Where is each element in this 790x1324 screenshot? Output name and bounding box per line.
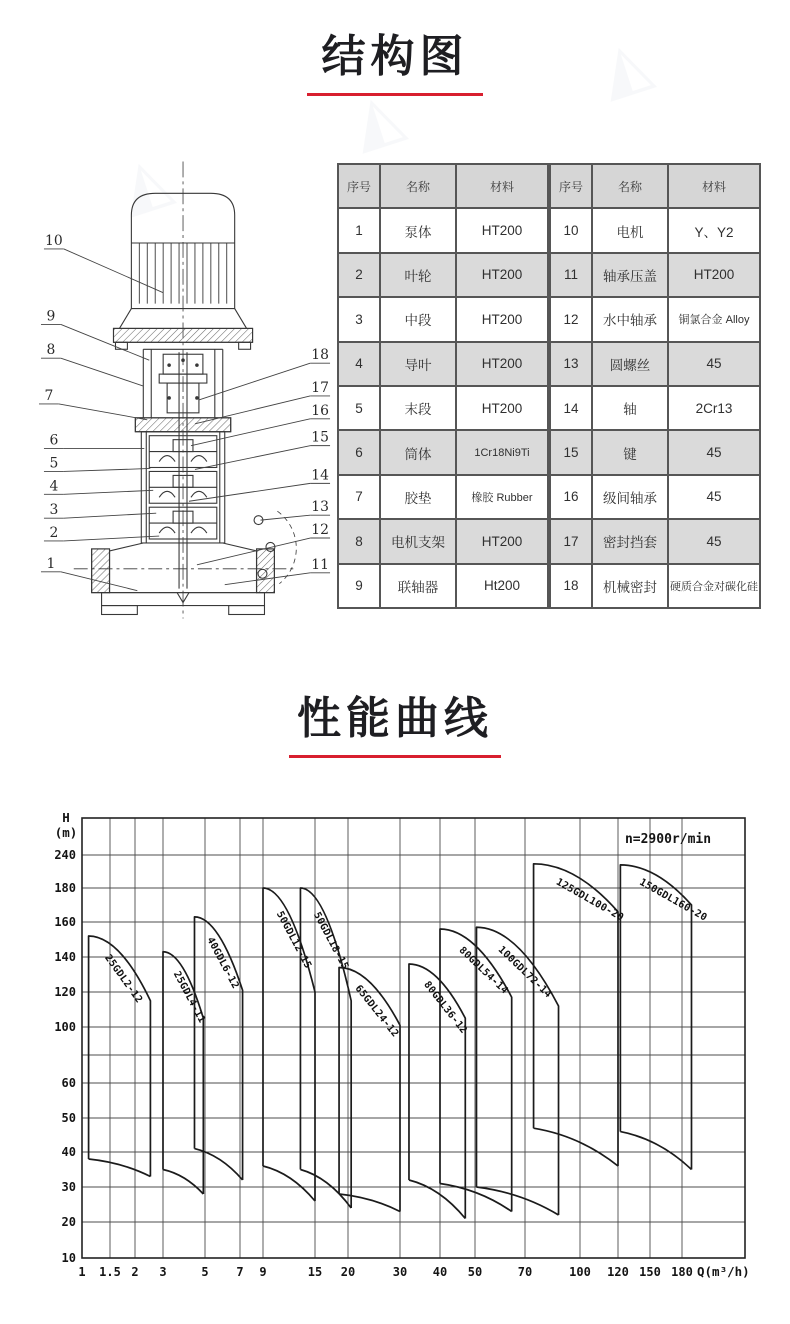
part-material: 铜氯合金 Alloy [668,297,760,341]
callout-number: 18 [311,347,329,364]
callout-number: 13 [311,499,329,516]
x-tick-label: 150 [639,1265,661,1279]
leader-line [197,538,310,565]
x-tick-label: 100 [569,1265,591,1279]
curve-model-label: 50GDL12-15 [273,909,314,971]
part-material: 45 [668,342,760,386]
x-tick-label: 2 [131,1265,139,1279]
y-tick-label: 100 [54,1020,76,1034]
callout-number: 5 [49,455,59,472]
callout-number: 9 [46,308,56,325]
y-axis-label: H [62,810,70,825]
part-number: 15 [550,430,592,474]
y-tick-label: 120 [54,985,76,999]
part-number: 12 [550,297,592,341]
x-tick-label: 9 [259,1265,267,1279]
curve-model-label: 50GDL18-15 [310,910,351,972]
callout-number: 17 [311,379,329,396]
parts-table-left [337,163,549,609]
leader-line [189,483,310,501]
part-name: 中段 [380,297,456,341]
part-row [338,564,548,608]
part-name: 胶垫 [380,475,456,519]
part-row [338,386,548,430]
part-row [550,564,760,608]
part-row [338,475,548,519]
part-number: 1 [338,208,380,252]
callout-number: 3 [49,502,59,519]
column-header: 序号 [338,164,380,208]
part-row [550,342,760,386]
curve-model-label: 40GDL6-12 [204,935,241,991]
y-tick-label: 180 [54,881,76,895]
y-tick-label: 140 [54,950,76,964]
part-material: 橡胶 Rubber [456,475,548,519]
part-name: 叶轮 [380,253,456,297]
curve-model-label: 80GDL36-12 [421,979,469,1037]
leader-line [61,358,143,386]
part-row [338,342,548,386]
part-row [550,208,760,252]
callout-number: 2 [49,525,59,542]
callout-number: 7 [44,387,54,404]
x-tick-label: 180 [671,1265,693,1279]
x-tick-label: 1.5 [99,1265,121,1279]
part-row [550,386,760,430]
callout-number: 11 [311,556,329,573]
part-name: 导叶 [380,342,456,386]
leader-line [199,363,310,400]
part-number: 17 [550,519,592,563]
leader-line [64,536,159,541]
part-row [338,208,548,252]
x-tick-label: 1 [78,1265,86,1279]
y-tick-label: 240 [54,848,76,862]
title-underline [289,755,501,758]
part-number: 14 [550,386,592,430]
table-header-row [550,164,760,208]
curve-model-label: 25GDL2-12 [102,952,145,1006]
curve-model-label: 100GDL72-14 [495,944,554,1001]
parts-table-right [549,163,761,609]
part-number: 5 [338,386,380,430]
part-material: HT200 [456,342,548,386]
part-row [338,430,548,474]
leader-line [195,396,310,424]
part-row [550,430,760,474]
part-name: 键 [592,430,668,474]
part-number: 8 [338,519,380,563]
column-header: 材料 [668,164,760,208]
part-row [338,297,548,341]
curve-model-label: 25GDL4-11 [170,969,208,1026]
part-material: 45 [668,519,760,563]
part-number: 11 [550,253,592,297]
part-name: 电机支架 [380,519,456,563]
part-material: Ht200 [456,564,548,608]
x-tick-label: 50 [467,1265,483,1279]
part-name: 级间轴承 [592,475,668,519]
watermark-logo: ◭ [342,76,412,160]
leader-line [261,515,311,520]
part-name: 电机 [592,208,668,252]
speed-annotation: n=2900r/min [624,832,712,847]
part-number: 10 [550,208,592,252]
part-row [550,475,760,519]
curve-model-label: 150GDL160-20 [637,876,709,924]
callout-number: 4 [49,478,59,495]
curve-model-label: 125GDL100-20 [554,876,626,924]
leader-line [64,513,156,518]
performance-title: 性能曲线 [297,694,493,743]
y-tick-label: 40 [61,1145,76,1159]
part-material: HT200 [456,208,548,252]
part-row [550,297,760,341]
curve-model-label: 65GDL24-12 [352,983,401,1040]
x-tick-label: 20 [340,1265,356,1279]
leader-line [59,404,147,420]
leader-line [64,468,150,471]
part-number: 16 [550,475,592,519]
part-number: 2 [338,253,380,297]
section-structure [0,20,790,96]
part-name: 机械密封 [592,564,668,608]
part-name: 轴 [592,386,668,430]
part-material: 45 [668,430,760,474]
callout-number: 12 [311,522,329,539]
callout-number: 14 [311,467,329,484]
x-tick-label: 120 [607,1265,629,1279]
part-material: 45 [668,475,760,519]
part-number: 6 [338,430,380,474]
column-header: 序号 [550,164,592,208]
column-header: 名称 [592,164,668,208]
y-axis-label: (m) [54,825,78,840]
x-tick-label: 7 [236,1265,244,1279]
part-number: 9 [338,564,380,608]
y-tick-label: 20 [61,1215,76,1229]
x-tick-label: 3 [159,1265,167,1279]
pump-drawing [74,162,297,619]
pump-stages [149,436,217,539]
part-material: 硬质合金对碳化硅 [668,564,760,608]
y-tick-label: 60 [61,1076,76,1090]
part-row [338,253,548,297]
x-axis-label: Q(m³/h) [697,1264,750,1279]
part-number: 13 [550,342,592,386]
part-number: 4 [338,342,380,386]
x-tick-label: 5 [201,1265,209,1279]
part-number: 18 [550,564,592,608]
part-material: HT200 [456,297,548,341]
y-tick-label: 160 [54,915,76,929]
y-tick-label: 50 [61,1111,76,1125]
part-row [550,253,760,297]
curve-model-label: 80GDL54-14 [456,945,510,997]
leader-line [64,249,163,293]
part-material: HT200 [456,519,548,563]
table-header-row [338,164,548,208]
structure-title: 结构图 [321,32,469,81]
y-tick-label: 10 [61,1251,76,1265]
part-number: 3 [338,297,380,341]
part-material: HT200 [456,386,548,430]
callout-number: 16 [311,402,329,419]
x-tick-label: 70 [517,1265,533,1279]
part-callouts [39,233,330,591]
leader-line [64,490,153,494]
part-name: 联轴器 [380,564,456,608]
part-name: 筒体 [380,430,456,474]
watermark-logo: ◭ [590,24,660,108]
part-material: 2Cr13 [668,386,760,430]
part-material: HT200 [668,253,760,297]
callout-number: 1 [46,555,56,572]
x-tick-label: 15 [307,1265,323,1279]
part-row [550,519,760,563]
part-number: 7 [338,475,380,519]
pump-structure-diagram [38,150,336,630]
performance-curve-chart [0,796,790,1324]
x-tick-label: 30 [392,1265,408,1279]
column-header: 材料 [456,164,548,208]
part-name: 圆螺丝 [592,342,668,386]
part-material: Y、Y2 [668,208,760,252]
part-name: 泵体 [380,208,456,252]
part-name: 密封挡套 [592,519,668,563]
part-material: HT200 [456,253,548,297]
column-header: 名称 [380,164,456,208]
part-name: 末段 [380,386,456,430]
y-tick-label: 30 [61,1180,76,1194]
callout-number: 8 [46,342,56,359]
part-row [338,519,548,563]
callout-number: 15 [311,429,329,446]
part-material: 1Cr18Ni9Ti [456,430,548,474]
watermark-logo: ◭ [110,140,180,224]
title-underline [307,93,483,96]
x-tick-label: 40 [432,1265,448,1279]
part-name: 轴承压盖 [592,253,668,297]
leader-line [195,446,310,470]
callout-number: 10 [45,232,63,249]
section-performance [0,682,790,758]
callout-number: 6 [49,432,59,449]
part-name: 水中轴承 [592,297,668,341]
